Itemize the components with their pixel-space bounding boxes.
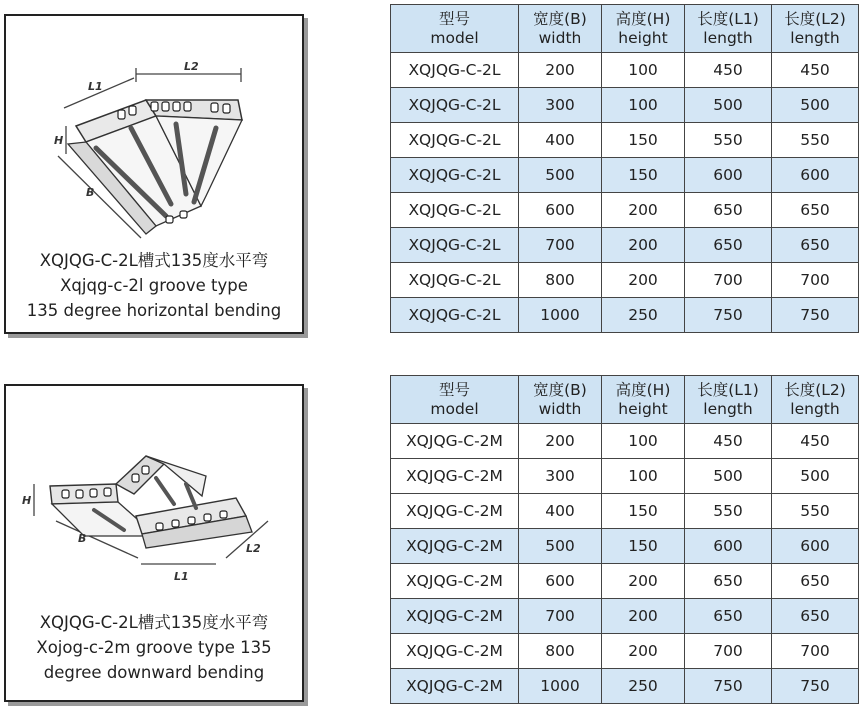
cell-model: XQJQG-C-2M [391,599,519,634]
cell-length-l2: 750 [772,669,859,704]
cell-length-l1: 550 [685,123,772,158]
table-header-row [391,376,859,424]
header-width: 宽度(B) width [519,376,602,424]
dimension-label-h: H [22,494,32,507]
cell-height: 100 [602,459,685,494]
cell-length-l1: 600 [685,158,772,193]
cell-length-l2: 500 [772,459,859,494]
cell-width: 500 [519,158,602,193]
cell-width: 300 [519,459,602,494]
cell-length-l1: 450 [685,53,772,88]
table-row [391,529,859,564]
cell-length-l2: 550 [772,494,859,529]
cell-model: XQJQG-C-2L [391,158,519,193]
cell-length-l2: 700 [772,634,859,669]
product-caption [6,248,302,323]
cell-length-l1: 750 [685,298,772,333]
cell-length-l1: 650 [685,228,772,263]
table-row [391,88,859,123]
cell-height: 200 [602,564,685,599]
header-model: 型号 model [391,5,519,53]
table-row [391,263,859,298]
cell-model: XQJQG-C-2M [391,459,519,494]
table-row [391,599,859,634]
cell-length-l1: 750 [685,669,772,704]
cell-length-l1: 700 [685,634,772,669]
table-row [391,634,859,669]
cell-width: 700 [519,228,602,263]
cell-height: 150 [602,529,685,564]
table-row [391,494,859,529]
table-row [391,228,859,263]
cell-length-l1: 550 [685,494,772,529]
cell-length-l2: 450 [772,53,859,88]
cell-width: 1000 [519,669,602,704]
cell-length-l2: 650 [772,228,859,263]
cell-width: 400 [519,123,602,158]
cell-width: 300 [519,88,602,123]
caption-line-english-2: degree downward bending [43,663,265,682]
dimension-label-b: B [86,186,95,199]
cell-width: 200 [519,424,602,459]
cell-model: XQJQG-C-2M [391,529,519,564]
dimension-label-l2: L2 [184,60,199,73]
cell-height: 100 [602,53,685,88]
header-height: 高度(H) height [602,5,685,53]
cell-height: 200 [602,599,685,634]
cell-width: 1000 [519,298,602,333]
header-length-l1: 长度(L1) length [685,376,772,424]
cell-width: 500 [519,529,602,564]
cell-length-l1: 650 [685,564,772,599]
caption-line-english-1: Xojog-c-2m groove type 135 [36,638,272,657]
table-row [391,424,859,459]
product-panel-downward-bend [4,384,304,702]
table-row [391,158,859,193]
cell-length-l1: 650 [685,193,772,228]
cell-length-l2: 450 [772,424,859,459]
table-row [391,564,859,599]
cell-width: 400 [519,494,602,529]
cell-model: XQJQG-C-2M [391,564,519,599]
cell-width: 200 [519,53,602,88]
table-row [391,123,859,158]
cell-length-l2: 550 [772,123,859,158]
cell-model: XQJQG-C-2L [391,123,519,158]
cell-model: XQJQG-C-2L [391,298,519,333]
caption-line-chinese: XQJQG-C-2L槽式135度水平弯 [39,613,269,632]
table-header-row [391,5,859,53]
dimension-label-l1: L1 [174,570,189,583]
spec-table-downward-bend [390,375,859,704]
cell-model: XQJQG-C-2M [391,669,519,704]
cell-height: 100 [602,88,685,123]
cell-height: 150 [602,158,685,193]
cell-model: XQJQG-C-2L [391,88,519,123]
cell-model: XQJQG-C-2L [391,193,519,228]
table-row [391,298,859,333]
cell-model: XQJQG-C-2M [391,494,519,529]
cell-length-l1: 450 [685,424,772,459]
tray-rising-section [116,456,206,496]
cell-model: XQJQG-C-2M [391,424,519,459]
header-length-l2: 长度(L2) length [772,5,859,53]
cell-length-l2: 650 [772,564,859,599]
table-row [391,669,859,704]
cell-width: 800 [519,634,602,669]
header-width: 宽度(B) width [519,5,602,53]
cell-length-l2: 500 [772,88,859,123]
cell-height: 100 [602,424,685,459]
table-row [391,193,859,228]
cell-length-l1: 700 [685,263,772,298]
cell-height: 200 [602,634,685,669]
cell-width: 700 [519,599,602,634]
header-length-l1: 长度(L1) length [685,5,772,53]
caption-line-english-2: 135 degree horizontal bending [26,301,282,320]
table-row [391,459,859,494]
cell-length-l2: 700 [772,263,859,298]
cell-width: 800 [519,263,602,298]
dimension-label-h: H [54,134,64,147]
cell-model: XQJQG-C-2L [391,228,519,263]
dimension-label-b: B [78,532,87,545]
cell-height: 200 [602,263,685,298]
cell-height: 250 [602,298,685,333]
cell-model: XQJQG-C-2L [391,53,519,88]
cell-model: XQJQG-C-2M [391,634,519,669]
cell-length-l1: 500 [685,88,772,123]
product-caption [6,610,302,685]
downward-bend-drawing [6,386,302,606]
table-row [391,53,859,88]
cell-length-l2: 600 [772,158,859,193]
horizontal-bend-drawing [6,16,302,246]
caption-line-chinese: XQJQG-C-2L槽式135度水平弯 [39,251,269,270]
cell-height: 150 [602,123,685,158]
cell-height: 200 [602,228,685,263]
product-panel-horizontal-bend [4,14,304,334]
cell-length-l2: 600 [772,529,859,564]
dimension-label-l1: L1 [88,80,103,93]
spec-table-horizontal-bend [390,4,859,333]
cell-length-l2: 750 [772,298,859,333]
header-model: 型号 model [391,376,519,424]
cell-length-l2: 650 [772,193,859,228]
cell-height: 250 [602,669,685,704]
cell-length-l1: 500 [685,459,772,494]
cell-length-l2: 650 [772,599,859,634]
cell-model: XQJQG-C-2L [391,263,519,298]
cell-width: 600 [519,193,602,228]
cell-height: 150 [602,494,685,529]
cell-height: 200 [602,193,685,228]
caption-line-english-1: Xqjqg-c-2l groove type [60,276,248,295]
cell-width: 600 [519,564,602,599]
header-height: 高度(H) height [602,376,685,424]
cell-length-l1: 650 [685,599,772,634]
header-length-l2: 长度(L2) length [772,376,859,424]
dimension-label-l2: L2 [246,542,261,555]
cell-length-l1: 600 [685,529,772,564]
